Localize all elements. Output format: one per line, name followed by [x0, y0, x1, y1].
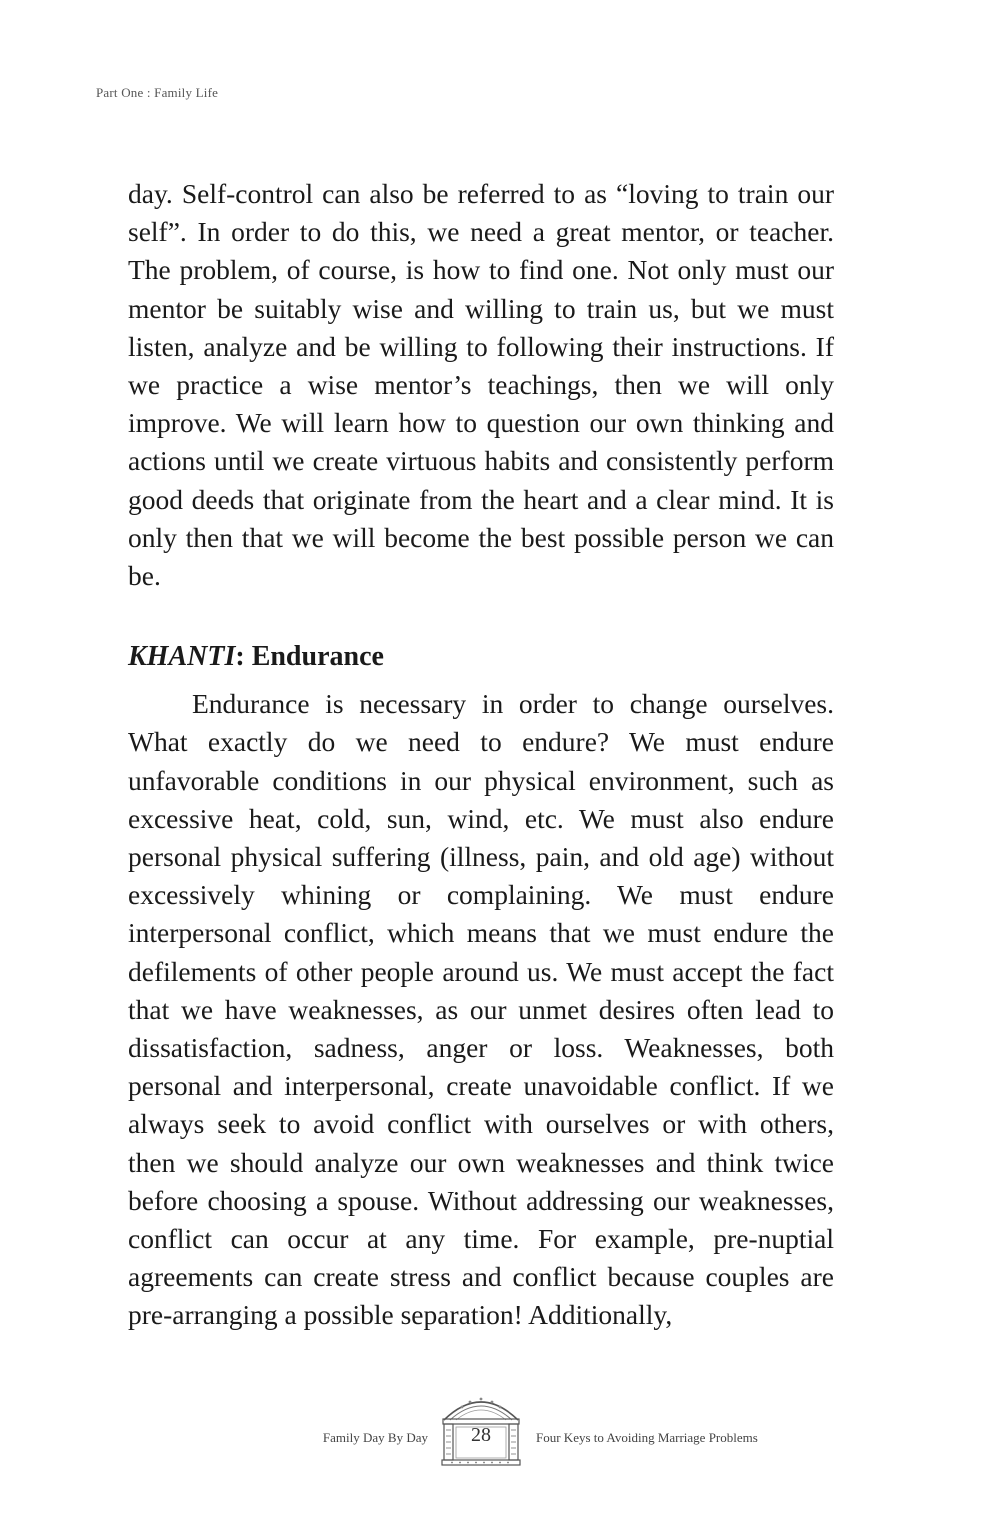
footer-book-title: Family Day By Day: [322, 1430, 428, 1445]
body-paragraph-2: Endurance is necessary in order to change ourselves. What exactly do we need to endure? We must endure unfavorable conditions in our physical environment, such as excessive heat, cold, sun, wind, etc. We must also endure personal physical suffering (illness, pain, and old age) without excessively whining or complaining. We must endure interpersonal conflict, which means that we must endure the defilements of other people around us. We must accept the fact that we have weaknesses, as our unmet desires often lead to dissatisfaction, sadness, anger or loss. Weaknesses, both personal and interpersonal, create unavoidable conflict. If we always seek to avoid conflict with ourselves or with others, then we should analyze our own weaknesses and think twice before choosing a spouse. Without addressing our weaknesses, conflict can occur at any time. For example, pre-nuptial agreements can create stress and conflict because couples are pre-arranging a possible separation! Additionally,: [128, 688, 834, 1331]
section-heading-title: Endurance: [244, 641, 384, 673]
section-heading: [128, 637, 834, 677]
page-footer: [0, 1390, 1000, 1470]
running-head: Part One : Family Life: [96, 85, 219, 100]
page-number: 28: [471, 1424, 491, 1446]
section-heading-separator: :: [235, 641, 245, 673]
footer-chapter-title: Four Keys to Avoiding Marriage Problems: [536, 1430, 758, 1445]
section-heading-term: KHANTI: [128, 641, 236, 673]
page-body: [128, 175, 834, 1335]
body-paragraph-1: day. Self-control can also be referred to as “loving to train our self”. In order to do this, we need a great mentor, or teacher. The problem, of course, is how to find one. Not only must our mentor be suitably wise and willing to train us, but we must listen, analyze and be willing to following their instructions. If we practice a wise mentor’s teachings, then we will only improve. We will learn how to question our own thinking and actions until we create virtuous habits and consistently perform good deeds that originate from the heart and a clear mind. It is only then that we will become the best possible person we can be.: [128, 178, 834, 592]
